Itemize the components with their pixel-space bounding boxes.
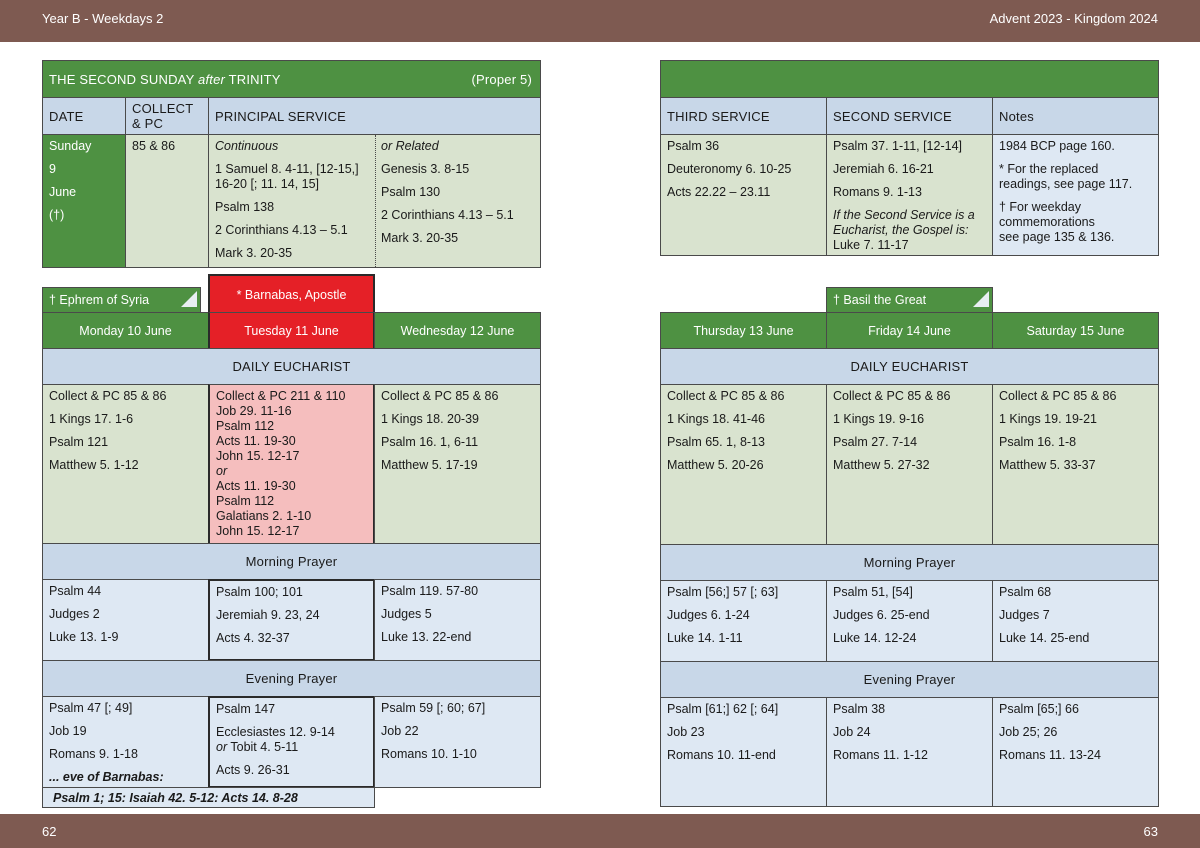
second-service-cell: Psalm 37. 1-11, [12-14] Jeremiah 6. 16-21 Romans 9. 1-13 If the Second Service is a Eucharist, the Gospel is: Luke 7. 11-17 bbox=[826, 134, 993, 256]
header-left-text: Year B - Weekdays 2 bbox=[42, 11, 164, 26]
day-header-wednesday: Wednesday 12 June bbox=[374, 312, 541, 349]
morning-tuesday: Psalm 100; 101 Jeremiah 9. 23, 24 Acts 4. 32-37 bbox=[208, 579, 375, 661]
page-header-band bbox=[0, 0, 1200, 42]
col-header-second: SECOND SERVICE bbox=[826, 97, 993, 135]
eucharist-friday: Collect & PC 85 & 86 1 Kings 19. 9-16 Psalm 27. 7-14 Matthew 5. 27-32 bbox=[826, 384, 993, 545]
col-header-notes: Notes bbox=[992, 97, 1159, 135]
day-header-thursday: Thursday 13 June bbox=[660, 312, 827, 349]
page-number-left: 62 bbox=[42, 824, 57, 839]
section-morning-prayer-right: Morning Prayer bbox=[660, 544, 1159, 581]
morning-saturday: Psalm 68 Judges 7 Luke 14. 25-end bbox=[992, 580, 1159, 662]
sunday-title: THE SECOND SUNDAY after TRINITY bbox=[49, 72, 281, 87]
related-readings: or Related Genesis 3. 8-15 Psalm 130 2 Corinthians 4.13 – 5.1 Mark 3. 20-35 bbox=[375, 135, 541, 267]
morning-thursday: Psalm [56;] 57 [; 63] Judges 6. 1-24 Luke 14. 1-11 bbox=[660, 580, 827, 662]
dotted-divider bbox=[375, 135, 376, 267]
eucharist-tuesday: Collect & PC 211 & 110 Job 29. 11-16 Psalm 112 Acts 11. 19-30 John 15. 12-17 or Acts 11. 19-30 Psalm 112 Galatians 2. 1-10 John 15. 12-17 bbox=[208, 384, 375, 544]
eucharist-thursday: Collect & PC 85 & 86 1 Kings 18. 41-46 Psalm 65. 1, 8-13 Matthew 5. 20-26 bbox=[660, 384, 827, 545]
morning-wednesday: Psalm 119. 57-80 Judges 5 Luke 13. 22-end bbox=[374, 579, 541, 661]
page-number-right: 63 bbox=[1143, 824, 1158, 839]
day-header-saturday: Saturday 15 June bbox=[992, 312, 1159, 349]
evening-saturday: Psalm [65;] 66 Job 25; 26 Romans 11. 13-24 bbox=[992, 697, 1159, 807]
sunday-right-title-bar bbox=[660, 60, 1159, 98]
evening-monday: Psalm 47 [; 49] Job 19 Romans 9. 1-18 ... eve of Barnabas: bbox=[42, 696, 209, 808]
sunday-collect-cell: 85 & 86 bbox=[125, 134, 209, 268]
morning-friday: Psalm 51, [54] Judges 6. 25-end Luke 14. 12-24 bbox=[826, 580, 993, 662]
sunday-title-bar bbox=[42, 60, 541, 98]
eucharist-saturday: Collect & PC 85 & 86 1 Kings 19. 19-21 Psalm 16. 1-8 Matthew 5. 33-37 bbox=[992, 384, 1159, 545]
evening-thursday: Psalm [61;] 62 [; 64] Job 23 Romans 10. 11-end bbox=[660, 697, 827, 807]
sunday-date-cell: Sunday 9 June (†) bbox=[42, 134, 126, 268]
third-service-cell: Psalm 36 Deuteronomy 6. 10-25 Acts 22.22 – 23.11 bbox=[660, 134, 827, 256]
proper-label: (Proper 5) bbox=[471, 72, 532, 87]
day-header-friday: Friday 14 June bbox=[826, 312, 993, 349]
commemoration-monday: † Ephrem of Syria bbox=[42, 287, 201, 313]
commemoration-friday: † Basil the Great bbox=[826, 287, 993, 313]
col-header-principal: PRINCIPAL SERVICE bbox=[208, 97, 541, 135]
section-morning-prayer-left: Morning Prayer bbox=[42, 543, 541, 580]
corner-triangle-icon bbox=[181, 291, 197, 307]
continuous-readings: Continuous 1 Samuel 8. 4-11, [12-15,] 16-20 [; 11. 14, 15] Psalm 138 2 Corinthians 4.13 – 5.1 Mark 3. 20-35 bbox=[215, 139, 359, 260]
section-evening-prayer-left: Evening Prayer bbox=[42, 660, 541, 697]
eucharist-monday: Collect & PC 85 & 86 1 Kings 17. 1-6 Psalm 121 Matthew 5. 1-12 bbox=[42, 384, 209, 544]
commemoration-tuesday: * Barnabas, Apostle bbox=[208, 274, 375, 314]
page-footer-band bbox=[0, 814, 1200, 848]
header-right-text: Advent 2023 - Kingdom 2024 bbox=[989, 11, 1158, 26]
eve-of-barnabas-readings: Psalm 1; 15: Isaiah 42. 5-12: Acts 14. 8-28 bbox=[42, 787, 375, 808]
notes-cell: 1984 BCP page 160. * For the replaced readings, see page 117. † For weekday commemorations see page 135 & 136. bbox=[992, 134, 1159, 256]
evening-tuesday: Psalm 147 Ecclesiastes 12. 9-14 or Tobit 4. 5-11 Acts 9. 26-31 bbox=[208, 696, 375, 788]
section-daily-eucharist-right: DAILY EUCHARIST bbox=[660, 348, 1159, 385]
day-header-tuesday: Tuesday 11 June bbox=[208, 312, 375, 349]
evening-wednesday: Psalm 59 [; 60; 67] Job 22 Romans 10. 1-10 bbox=[374, 696, 541, 788]
col-header-collect: COLLECT & PC bbox=[125, 97, 209, 135]
day-header-monday: Monday 10 June bbox=[42, 312, 209, 349]
col-header-date: DATE bbox=[42, 97, 126, 135]
corner-triangle-icon bbox=[973, 291, 989, 307]
col-header-third: THIRD SERVICE bbox=[660, 97, 827, 135]
sunday-principal-cell bbox=[208, 134, 541, 268]
morning-monday: Psalm 44 Judges 2 Luke 13. 1-9 bbox=[42, 579, 209, 661]
section-evening-prayer-right: Evening Prayer bbox=[660, 661, 1159, 698]
section-daily-eucharist-left: DAILY EUCHARIST bbox=[42, 348, 541, 385]
evening-friday: Psalm 38 Job 24 Romans 11. 1-12 bbox=[826, 697, 993, 807]
eucharist-wednesday: Collect & PC 85 & 86 1 Kings 18. 20-39 Psalm 16. 1, 6-11 Matthew 5. 17-19 bbox=[374, 384, 541, 544]
